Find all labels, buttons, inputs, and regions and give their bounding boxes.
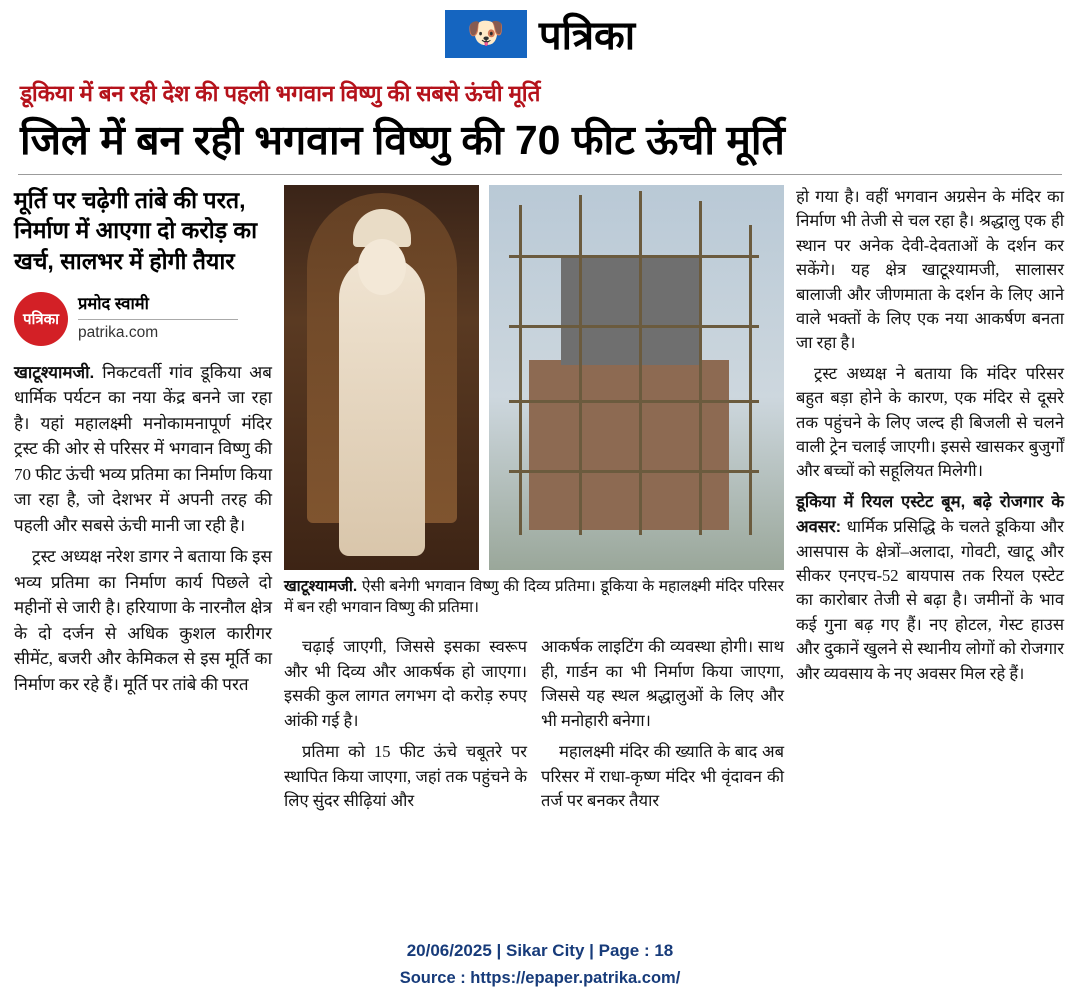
caption-place: खाटूश्यामजी. <box>284 577 358 595</box>
mid-left-paragraph-2: प्रतिमा को 15 फीट ऊंचे चबूतरे पर स्थापित किया जाएगा, जहां तक पहुंचने के लिए सुंदर सीढ़ियां और <box>284 741 527 811</box>
headline-divider <box>18 174 1062 175</box>
middle-subcolumn-left <box>284 629 527 814</box>
mid-left-paragraph-1: चढ़ाई जाएगी, जिससे इसका स्वरूप और भी दिव्य और आकर्षक हो जाएगा। इसकी कुल लागत लगभग दो करोड़ रुपए आंकी गई है। <box>284 636 527 730</box>
page-title: जिले में बन रही भगवान विष्णु की 70 फीट ऊंची मूर्ति <box>20 117 785 163</box>
construction-site-photo <box>489 185 784 570</box>
right-column <box>796 185 1064 814</box>
article-body <box>14 185 1066 814</box>
article-subhead: मूर्ति पर चढ़ेगी तांबे की परत, निर्माण में आएगा दो करोड़ का खर्च, सालभर में होगी तैयार <box>14 186 258 274</box>
byline-site: patrika.com <box>78 319 238 344</box>
highlight-lead: डूकिया में रियल एस्टेट बूम, बढ़े रोजगार के अवसर: <box>796 492 1064 536</box>
left-paragraph-1: ट्रस्ट अध्यक्ष नरेश डागर ने बताया कि इस भव्य प्रतिमा का निर्माण कार्य पिछले दो महीनों से जारी है। हरियाणा के नारनौल क्षेत्र के दो दर्जन से अधिक कुशल कारीगर सीमेंट, बजरी और केमिकल से इस मूर्ति का निर्माण कर रहे हैं। मूर्ति पर तांबे की परत <box>14 547 272 694</box>
source-footer <box>0 937 1080 991</box>
dateline-text: निकटवर्ती गांव डूकिया अब धार्मिक पर्यटन का नया केंद्र बनने जा रहा है। यहां महालक्ष्मी मनोकामनापूर्ण मंदिर ट्रस्ट की ओर से परिसर में भगवान विष्णु की 70 फीट ऊंची भव्य प्रतिमा का निर्माण किया जा रहा है, जो देशभर में अपनी तरह की पहली और सबसे ऊंची मानी जा रही है। <box>14 362 272 535</box>
byline-author: प्रमोद स्वामी <box>78 295 149 314</box>
middle-subcolumn-right <box>541 629 784 814</box>
photo-caption <box>284 577 784 619</box>
middle-column <box>284 185 784 814</box>
right-paragraph-1: हो गया है। वहीं भगवान अग्रसेन के मंदिर का निर्माण भी तेजी से चल रहा है। श्रद्धालु एक ही स्थान पर अनेक देवी-देवताओं के दर्शन कर सकेंगे। यह क्षेत्र खाटूश्यामजी, सालासर बालाजी और जीणमाता के दर्शन के लिए आने वाले भक्तों के लिए एक नया आकर्षण बनता जा रहा है। <box>796 186 1064 353</box>
avatar: पत्रिका <box>14 292 68 346</box>
dateline-place: खाटूश्यामजी. <box>14 362 95 382</box>
footer-publication-info: 20/06/2025 | Sikar City | Page : 18 <box>406 941 674 961</box>
mid-right-paragraph-2: महालक्ष्मी मंदिर की ख्याति के बाद अब परिसर में राधा-कृष्ण मंदिर भी वृंदावन की तर्ज पर बनकर तैयार <box>541 741 784 811</box>
left-column <box>14 185 272 814</box>
lion-emblem-icon: 🐶 <box>445 10 527 58</box>
photo-group <box>284 185 784 570</box>
caption-text: ऐसी बनेगी भगवान विष्णु की दिव्य प्रतिमा। डूकिया के महालक्ष्मी मंदिर परिसर में बन रही भगवान विष्णु की प्रतिमा। <box>284 577 784 616</box>
publication-logo <box>445 6 635 61</box>
article-kicker: डूकिया में बन रही देश की पहली भगवान विष्णु की सबसे ऊंची मूर्ति <box>20 81 541 106</box>
idol-statue-photo <box>284 185 479 570</box>
publication-name: पत्रिका <box>538 14 636 58</box>
right-highlight-block <box>796 490 1064 686</box>
highlight-rest: धार्मिक प्रसिद्धि के चलते डूकिया और आसपास के क्षेत्रों–अलादा, गोवटी, खाटू और सीकर एनएच-52 बायपास तक रियल एस्टेट का कारोबार तेजी से बढ़ा है। जमीनों के भाव कई गुना बढ़ गए हैं। नए होटल, गेस्ट हाउस और दुकानें खुलने से स्थानीय लोगों को रोजगार और व्यवसाय के नए अवसर मिल रहे हैं। <box>796 516 1064 683</box>
masthead <box>14 0 1066 61</box>
right-paragraph-2: ट्रस्ट अध्यक्ष ने बताया कि मंदिर परिसर बहुत बड़ा होने के कारण, एक मंदिर से दूसरे तक पहुंचने के लिए जल्द ही बिजली से चलने वाली ट्रेन चलाई जाएगी। इससे खासकर बुजुर्गों और बच्चों को सहूलियत मिलेगी। <box>796 363 1064 481</box>
footer-source-url: Source : https://epaper.patrika.com/ <box>399 968 681 987</box>
dateline-paragraph <box>14 360 272 539</box>
byline <box>14 292 272 346</box>
mid-right-paragraph-1: आकर्षक लाइटिंग की व्यवस्था होगी। साथ ही, गार्डन का भी निर्माण किया जाएगा, जिससे यह स्थल श्रद्धालुओं के लिए और भी मनोहारी बनेगा। <box>541 636 784 730</box>
